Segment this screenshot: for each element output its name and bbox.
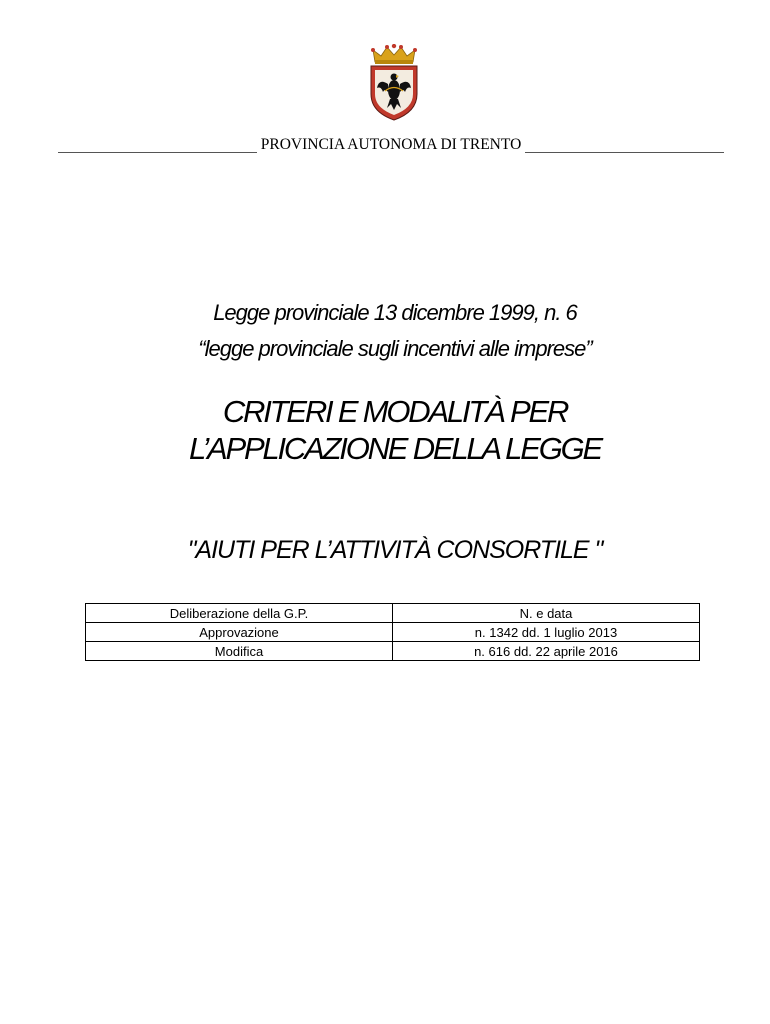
header-rule-left xyxy=(58,138,257,153)
header-rule-right xyxy=(525,138,724,153)
table-header-cell: Deliberazione della G.P. xyxy=(86,604,393,623)
table-cell: n. 616 dd. 22 aprile 2016 xyxy=(393,642,700,661)
table-row xyxy=(86,642,700,661)
table-header-row xyxy=(86,604,700,623)
section-title: "AIUTI PER L’ATTIVITÀ CONSORTILE " xyxy=(187,536,603,564)
main-title xyxy=(0,393,770,467)
main-title-line-2: L’APPLICAZIONE DELLA LEGGE xyxy=(188,431,601,466)
table-cell: Modifica xyxy=(86,642,393,661)
law-subtitle: “legge provinciale sugli incentivi alle imprese” xyxy=(198,336,592,361)
trentino-eagle-crest-icon xyxy=(365,44,423,122)
crown-icon xyxy=(371,44,417,64)
organization-header xyxy=(58,136,724,153)
table-row xyxy=(86,623,700,642)
table-cell: Approvazione xyxy=(86,623,393,642)
table-cell: n. 1342 dd. 1 luglio 2013 xyxy=(393,623,700,642)
main-title-line-1: CRITERI E MODALITÀ PER xyxy=(222,394,568,429)
table-header-cell: N. e data xyxy=(393,604,700,623)
deliberation-table xyxy=(85,603,700,661)
law-title: Legge provinciale 13 dicembre 1999, n. 6 xyxy=(213,300,577,325)
organization-name: PROVINCIA AUTONOMA DI TRENTO xyxy=(260,136,522,153)
